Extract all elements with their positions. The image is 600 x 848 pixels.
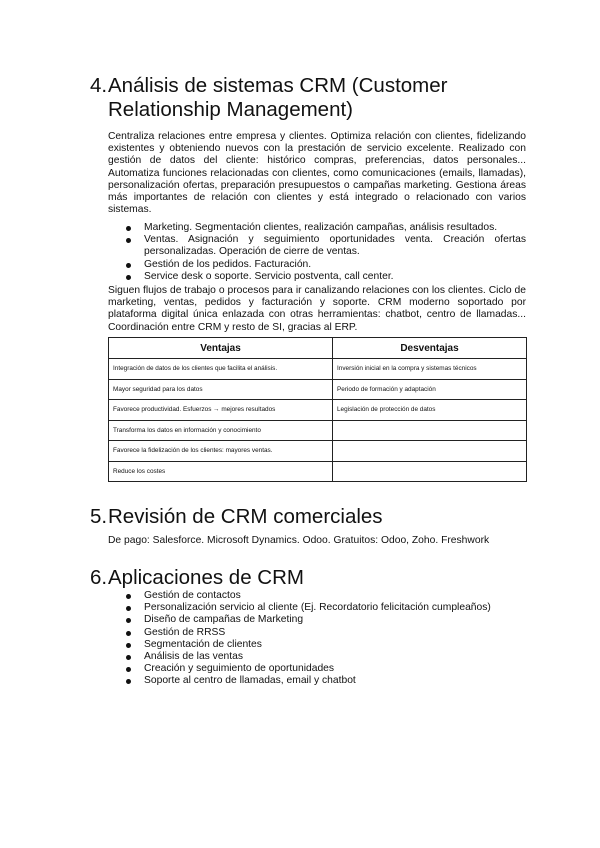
list-item: Soporte al centro de llamadas, email y chatbot xyxy=(108,675,526,687)
bullet-icon xyxy=(126,275,131,280)
bullet-icon xyxy=(126,631,131,636)
section-6-bullet-list xyxy=(108,590,526,688)
bullet-icon xyxy=(126,594,131,599)
bullet-icon xyxy=(126,643,131,648)
bullet-icon xyxy=(126,679,131,684)
list-item: Diseño de campañas de Marketing xyxy=(108,614,526,626)
section-5-text: De pago: Salesforce. Microsoft Dynamics. Odoo. Gratuitos: Odoo, Zoho. Freshwork xyxy=(108,535,490,546)
disadvantage-cell xyxy=(333,441,527,462)
disadvantage-cell: Inversión inicial en la compra y sistemas técnicos xyxy=(333,359,527,380)
table-row xyxy=(109,359,527,380)
advantage-cell: Transforma los datos en información y conocimiento xyxy=(109,420,333,441)
advantage-cell: Integración de datos de los clientes que facilita el análisis. xyxy=(109,359,333,380)
advantages-disadvantages-table xyxy=(108,337,527,482)
section-6-title: Aplicaciones de CRM xyxy=(108,566,304,589)
table-row xyxy=(109,379,527,400)
bullet-icon xyxy=(126,226,131,231)
table-row xyxy=(109,461,527,482)
list-item: Segmentación de clientes xyxy=(108,639,526,651)
advantage-cell: Favorece productividad. Esfuerzos → mejores resultados xyxy=(109,400,333,421)
list-item: Marketing. Segmentación clientes, realización campañas, análisis resultados. xyxy=(108,222,526,234)
list-item: Gestión de los pedidos. Facturación. xyxy=(108,259,526,271)
list-item: Service desk o soporte. Servicio postventa, call center. xyxy=(108,271,526,283)
list-item: Análisis de las ventas xyxy=(108,651,526,663)
section-4-heading xyxy=(90,74,488,122)
disadvantage-cell: Periodo de formación y adaptación xyxy=(333,379,527,400)
advantage-cell: Reduce los costes xyxy=(109,461,333,482)
bullet-icon xyxy=(126,238,131,243)
bullet-icon xyxy=(126,263,131,268)
bullet-icon xyxy=(126,618,131,623)
column-header-advantages: Ventajas xyxy=(109,338,333,359)
section-4-outro: Siguen flujos de trabajo o procesos para ir canalizando relaciones con los clientes. Ciclo de marketing, ventas, pedidos y facturación y soporte. CRM moderno soportado por plataforma digital única enlazada con otras herramientas: chatbot, centro de llamadas... Coordinación entre CRM y resto de SI, gracias al ERP. xyxy=(108,285,526,333)
section-4-title: Análisis de sistemas CRM (Customer Relationship Management) xyxy=(108,74,448,121)
list-item: Ventas. Asignación y seguimiento oportunidades venta. Creación ofertas personalizadas. Operación de cierre de ventas. xyxy=(108,234,526,258)
column-header-disadvantages: Desventajas xyxy=(333,338,527,359)
bullet-icon xyxy=(126,606,131,611)
disadvantage-cell xyxy=(333,420,527,441)
section-4-intro: Centraliza relaciones entre empresa y clientes. Optimiza relación con clientes, fidelizando existentes y obteniendo nuevos con la prestación de servicio excelente. Realizado con gestión de datos del cliente: histórico compras, preferencias, datos personales... Automatiza funciones relacionadas con clientes, como comunicaciones (emails, llamadas), personalización ofertas, preparación presupuestos o campañas marketing. Gestiona áreas más importantes de relación con clientes y está integrado o relacionado con varios sistemas. xyxy=(108,131,526,216)
section-6-heading xyxy=(90,566,488,590)
bullet-icon xyxy=(126,655,131,660)
section-4-number: 4. xyxy=(90,74,108,97)
advantage-cell: Favorece la fidelización de los clientes: mayores ventas. xyxy=(109,441,333,462)
bullet-icon xyxy=(126,667,131,672)
advantage-cell: Mayor seguridad para los datos xyxy=(109,379,333,400)
list-item: Creación y seguimiento de oportunidades xyxy=(108,663,526,675)
table-row xyxy=(109,420,527,441)
disadvantage-cell: Legislación de protección de datos xyxy=(333,400,527,421)
list-item: Gestión de contactos xyxy=(108,590,526,602)
list-item: Personalización servicio al cliente (Ej. Recordatorio felicitación cumpleaños) xyxy=(108,602,526,614)
table-row xyxy=(109,400,527,421)
section-5-heading xyxy=(90,505,488,529)
table-header-row xyxy=(109,338,527,359)
list-item: Gestión de RRSS xyxy=(108,627,526,639)
section-4-bullet-list xyxy=(108,222,526,283)
section-5-number: 5. xyxy=(90,505,108,528)
disadvantage-cell xyxy=(333,461,527,482)
section-6-number: 6. xyxy=(90,566,108,589)
table-row xyxy=(109,441,527,462)
section-5-title: Revisión de CRM comerciales xyxy=(108,505,383,528)
